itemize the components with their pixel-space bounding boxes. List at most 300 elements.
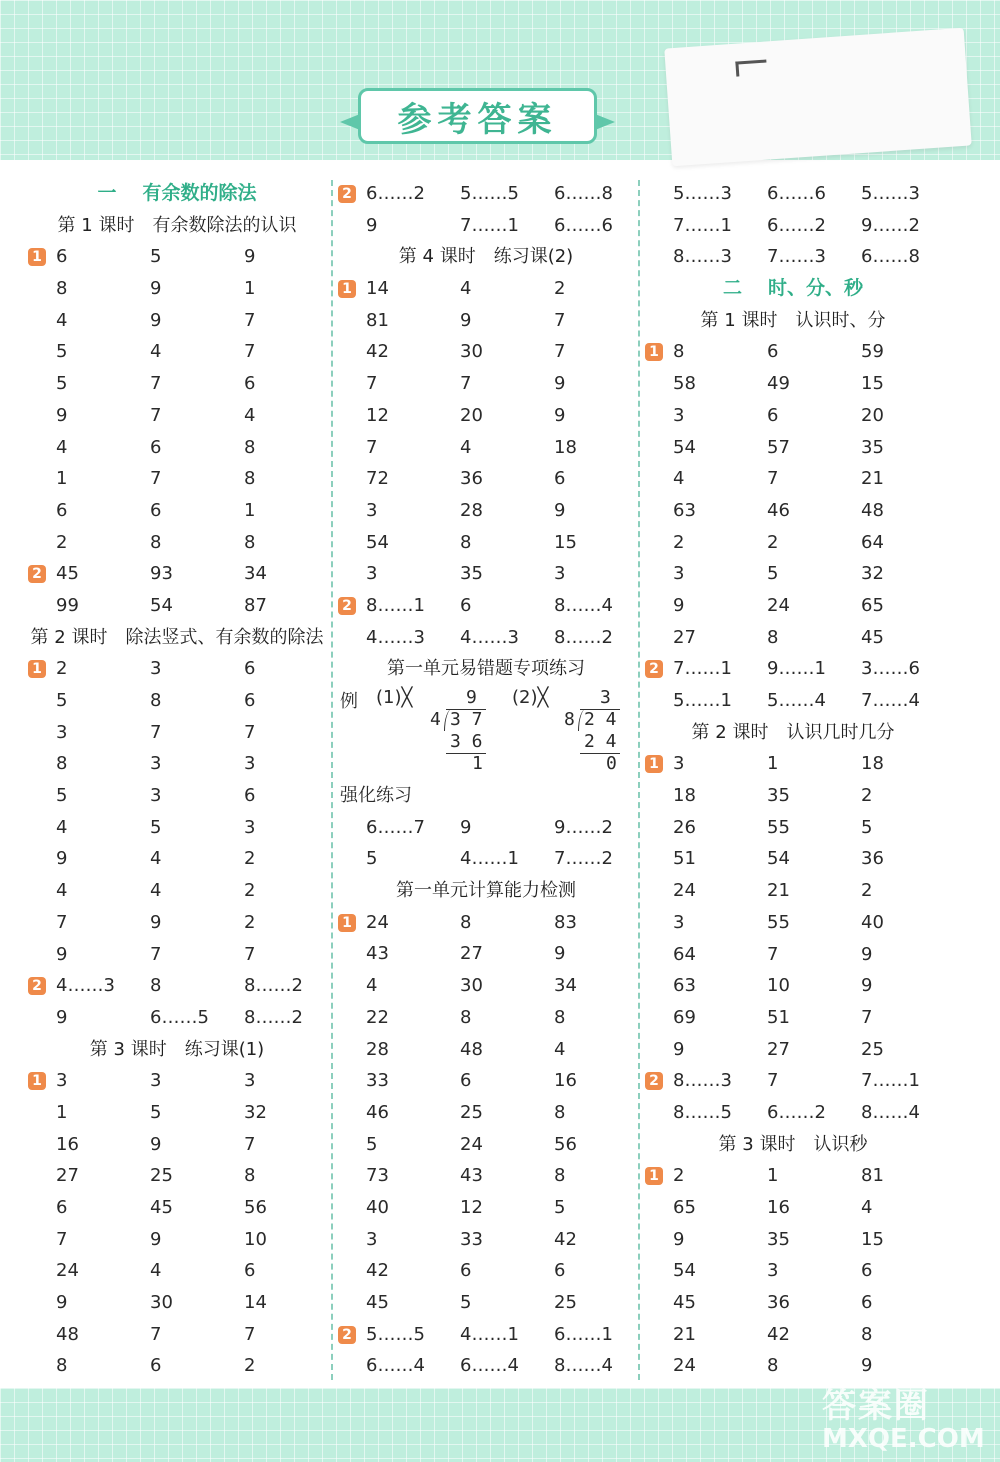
answer-row <box>26 1350 328 1382</box>
answer-row <box>643 1192 943 1224</box>
question-number-badge: 1 <box>28 660 46 678</box>
answer-column-2 <box>336 178 636 1382</box>
answer-value: 7 <box>244 721 256 743</box>
answer-value: 8 <box>56 278 68 300</box>
example-question-1: (1)╳ <box>376 687 413 708</box>
answer-row <box>643 368 943 400</box>
answer-row <box>643 527 943 559</box>
answer-value: 83 <box>554 911 577 933</box>
answer-row <box>26 495 328 527</box>
answer-value: 24 <box>767 594 790 616</box>
answer-value: 9……1 <box>767 658 826 680</box>
question-number-badge: 1 <box>28 1072 46 1090</box>
answer-value: 9 <box>861 975 873 997</box>
answer-value: 16 <box>56 1133 79 1155</box>
remainder: 0 <box>606 753 617 774</box>
answer-value: 7……1 <box>861 1070 920 1092</box>
answer-value: 8……4 <box>554 1355 613 1377</box>
answer-row <box>643 178 943 210</box>
answer-value: 64 <box>861 531 884 553</box>
answer-value: 9 <box>150 309 162 331</box>
answer-value: 9 <box>244 246 256 268</box>
answer-row <box>643 748 943 780</box>
answer-value: 8 <box>244 436 256 458</box>
answer-row <box>26 527 328 559</box>
answer-value: 6 <box>460 1070 472 1092</box>
answer-value: 7 <box>460 373 472 395</box>
answer-row <box>26 1097 328 1129</box>
answer-value: 2 <box>244 1355 256 1377</box>
question-number-badge: 2 <box>28 977 46 995</box>
question-number-badge: 2 <box>645 1072 663 1090</box>
answer-value: 28 <box>366 1038 389 1060</box>
answer-value: 25 <box>554 1292 577 1313</box>
answer-value: 9 <box>56 848 68 870</box>
answer-value: 64 <box>673 943 696 965</box>
answer-row <box>336 622 636 654</box>
answer-value: 2 <box>673 531 685 553</box>
answer-value: 3 <box>554 563 566 585</box>
answer-value: 3 <box>150 753 162 775</box>
answer-row <box>26 843 328 875</box>
answer-value: 45 <box>861 626 884 648</box>
answer-value: 7 <box>150 721 162 743</box>
answer-value: 3 <box>366 563 378 585</box>
answer-value: 58 <box>673 373 696 395</box>
answer-row <box>26 717 328 749</box>
answer-row <box>643 812 943 844</box>
answer-value: 6 <box>244 785 256 807</box>
answer-value: 42 <box>767 1323 790 1345</box>
answer-value: 9……2 <box>554 816 613 838</box>
answer-row <box>336 938 636 970</box>
answer-row <box>643 622 943 654</box>
answer-value: 6 <box>861 1260 873 1282</box>
answer-row <box>643 336 943 368</box>
answer-value: 65 <box>861 594 884 616</box>
answer-row <box>336 368 636 400</box>
taped-note <box>664 28 972 167</box>
answer-value: 40 <box>366 1196 389 1218</box>
answer-value: 54 <box>767 848 790 870</box>
answer-value: 6 <box>150 436 162 458</box>
answer-value: 6……6 <box>767 183 826 204</box>
answer-row <box>336 432 636 464</box>
answer-value: 4……1 <box>460 1323 519 1345</box>
answer-row <box>26 907 328 939</box>
column-divider <box>331 180 333 1380</box>
answer-value: 5 <box>460 1292 472 1313</box>
answer-value: 7……1 <box>673 658 732 680</box>
answer-row <box>643 1097 943 1129</box>
answer-row <box>336 1002 636 1034</box>
answer-value: 36 <box>460 468 483 490</box>
answer-value: 3 <box>244 753 256 775</box>
lesson-heading: 第一单元计算能力检测 <box>396 880 576 902</box>
answer-value: 34 <box>244 563 267 585</box>
answer-row <box>26 812 328 844</box>
answer-row <box>26 653 328 685</box>
answer-row <box>26 305 328 337</box>
answer-value: 7 <box>767 943 779 965</box>
answer-value: 2 <box>861 785 873 807</box>
answer-value: 49 <box>767 373 790 395</box>
answer-value: 9 <box>56 1292 68 1314</box>
answer-value: 5 <box>554 1196 566 1218</box>
answer-value: 9 <box>861 1355 873 1377</box>
answer-row <box>26 400 328 432</box>
answer-row <box>643 432 943 464</box>
answer-value: 3 <box>150 785 162 807</box>
question-number-badge: 1 <box>338 914 356 932</box>
answer-value: 9 <box>150 278 162 300</box>
answer-value: 9 <box>673 594 685 616</box>
answer-value: 7 <box>56 1228 68 1250</box>
answer-value: 10 <box>767 975 790 997</box>
practice-label: 强化练习 <box>340 785 412 806</box>
answer-row <box>643 1287 943 1319</box>
question-number-badge: 2 <box>338 597 356 615</box>
answer-value: 15 <box>861 373 884 395</box>
quotient: 3 <box>600 687 611 708</box>
answer-value: 3 <box>366 499 378 521</box>
answer-value: 4 <box>56 816 68 838</box>
answer-value: 8 <box>244 468 256 490</box>
answer-value: 4 <box>673 468 685 490</box>
answer-value: 73 <box>366 1165 389 1187</box>
answer-value: 1 <box>56 468 68 490</box>
answer-value: 32 <box>244 1101 267 1123</box>
answer-value: 48 <box>861 499 884 521</box>
answer-value: 7 <box>366 436 378 458</box>
answer-value: 2 <box>767 531 779 553</box>
answer-value: 7 <box>150 943 162 965</box>
answer-value: 7 <box>767 468 779 490</box>
answer-value: 5……5 <box>460 183 519 204</box>
answer-value: 45 <box>56 563 79 585</box>
answer-row <box>643 939 943 971</box>
answer-value: 8 <box>244 1165 256 1187</box>
answer-value: 3 <box>56 1070 68 1092</box>
answer-value: 5 <box>150 1101 162 1123</box>
answer-value: 5 <box>56 373 68 395</box>
answer-value: 35 <box>767 785 790 807</box>
unit-title <box>643 273 943 305</box>
answer-row <box>643 558 943 590</box>
answer-value: 3 <box>366 1228 378 1250</box>
answer-value: 48 <box>460 1038 483 1060</box>
answer-value: 46 <box>366 1101 389 1123</box>
title-ribbon <box>340 88 615 144</box>
answer-value: 9……2 <box>861 214 920 236</box>
column-divider <box>638 180 640 1380</box>
answer-value: 24 <box>673 1355 696 1377</box>
answer-value: 8 <box>150 975 162 997</box>
lesson-heading: 第 4 课时 练习课(2) <box>398 246 574 268</box>
product: 2 4 <box>584 731 617 752</box>
answer-value: 7……1 <box>673 214 732 236</box>
dividend: 2 4 <box>584 709 617 730</box>
answer-value: 6……2 <box>767 1101 826 1123</box>
answer-value: 42 <box>554 1228 577 1250</box>
answer-value: 9 <box>150 911 162 933</box>
answer-value: 27 <box>673 626 696 648</box>
answer-value: 2 <box>56 658 68 680</box>
answer-value: 54 <box>673 436 696 458</box>
answer-value: 4 <box>460 436 472 458</box>
answer-value: 2 <box>554 278 566 300</box>
answer-value: 8 <box>150 690 162 711</box>
answer-value: 8……2 <box>244 1006 303 1028</box>
answer-value: 2 <box>56 531 68 553</box>
answer-value: 8 <box>460 911 472 933</box>
answer-value: 3 <box>673 753 685 775</box>
answer-value: 8……2 <box>244 975 303 997</box>
answer-value: 1 <box>767 1165 779 1187</box>
answer-value: 33 <box>460 1228 483 1250</box>
answer-value: 6 <box>554 468 566 490</box>
answer-value: 8 <box>460 1006 472 1028</box>
answer-value: 6……4 <box>366 1355 425 1377</box>
answer-value: 8 <box>150 531 162 553</box>
answer-value: 9 <box>554 404 566 426</box>
question-number-badge: 2 <box>645 660 663 678</box>
answer-row <box>643 843 943 875</box>
answer-value: 24 <box>673 880 696 902</box>
answer-value: 6……1 <box>554 1323 613 1345</box>
answer-value: 5 <box>56 341 68 363</box>
answer-value: 24 <box>366 911 389 933</box>
answer-value: 6 <box>244 690 256 711</box>
answer-row <box>26 273 328 305</box>
answer-value: 24 <box>460 1133 483 1155</box>
answer-value: 1 <box>56 1101 68 1123</box>
answer-value: 1 <box>767 753 779 775</box>
answer-row <box>643 875 943 907</box>
answer-value: 42 <box>366 1260 389 1282</box>
answer-value: 45 <box>150 1197 173 1218</box>
unit-name: 时、分、秒 <box>768 277 864 300</box>
answer-row <box>336 1319 636 1351</box>
answer-row <box>26 970 328 1002</box>
answer-value: 87 <box>244 594 267 616</box>
answer-row <box>26 463 328 495</box>
answer-value: 7……1 <box>460 214 519 236</box>
page-title: 参考答案 <box>358 88 597 144</box>
answer-value: 12 <box>460 1196 483 1218</box>
unit-number: 一 <box>97 182 117 204</box>
answer-value: 4 <box>861 1197 873 1218</box>
answer-row <box>336 527 636 559</box>
answer-value: 6 <box>460 1260 472 1282</box>
answer-value: 25 <box>460 1101 483 1123</box>
answer-value: 8 <box>767 626 779 648</box>
answer-value: 4……3 <box>366 626 425 648</box>
answer-value: 21 <box>861 468 884 490</box>
question-number-badge: 2 <box>338 185 356 203</box>
divisor: 8 <box>564 709 575 730</box>
answer-value: 51 <box>673 848 696 870</box>
answer-value: 8……1 <box>366 594 425 616</box>
answer-value: 6 <box>767 404 779 426</box>
answer-value: 3 <box>56 721 68 743</box>
answer-value: 4 <box>460 278 472 300</box>
answer-value: 5……5 <box>366 1323 425 1345</box>
watermark-url: MXQE.COM <box>822 1424 985 1454</box>
answer-value: 7 <box>244 341 256 363</box>
answer-row <box>643 1065 943 1097</box>
answer-value: 5 <box>366 848 378 870</box>
answer-value: 6 <box>150 1355 162 1377</box>
answer-value: 18 <box>861 753 884 775</box>
answer-row <box>26 875 328 907</box>
answer-value: 9 <box>460 309 472 331</box>
answer-value: 6 <box>861 1292 873 1314</box>
lesson-heading: 第 2 课时 认识几时几分 <box>691 721 895 743</box>
watermark-logo: 答案圈 <box>822 1386 930 1426</box>
answer-row <box>643 1002 943 1034</box>
answer-value: 54 <box>366 531 389 553</box>
answer-value: 5 <box>150 816 162 838</box>
answer-row <box>26 1192 328 1224</box>
answer-row <box>26 780 328 812</box>
answer-row <box>336 970 636 1002</box>
answer-row <box>26 558 328 590</box>
answer-value: 5……3 <box>861 183 920 204</box>
answer-row <box>26 1129 328 1161</box>
answer-value: 5 <box>861 816 873 838</box>
unit-name: 有余数的除法 <box>142 182 257 204</box>
answer-row <box>643 685 943 717</box>
answer-value: 34 <box>554 975 577 997</box>
answer-value: 9 <box>554 373 566 395</box>
question-number-badge: 1 <box>645 1167 663 1185</box>
answer-value: 56 <box>554 1133 577 1155</box>
answer-value: 6 <box>554 1260 566 1282</box>
answer-row <box>643 1160 943 1192</box>
answer-value: 7 <box>366 373 378 395</box>
answer-value: 3 <box>673 563 685 585</box>
answer-value: 8 <box>673 341 685 363</box>
answer-value: 99 <box>56 594 79 616</box>
example-label: 例 <box>340 691 358 712</box>
answer-value: 9 <box>673 1038 685 1060</box>
answer-value: 30 <box>150 1292 173 1314</box>
answer-row <box>26 590 328 622</box>
unit-number: 二 <box>722 277 742 300</box>
long-division <box>562 685 622 775</box>
answer-row <box>26 241 328 273</box>
answer-row <box>26 1002 328 1034</box>
answer-row <box>26 1255 328 1287</box>
answer-value: 6 <box>56 1197 68 1218</box>
answer-value: 42 <box>366 341 389 363</box>
answer-value: 25 <box>861 1038 884 1060</box>
answer-row <box>336 336 636 368</box>
answer-row <box>336 495 636 527</box>
answer-value: 8 <box>460 531 472 553</box>
lesson-heading: 第 3 课时 认识秒 <box>718 1133 868 1155</box>
answer-value: 8 <box>861 1323 873 1345</box>
answer-value: 6……4 <box>460 1355 519 1377</box>
answer-value: 8……2 <box>554 626 613 648</box>
answer-value: 2 <box>244 911 256 933</box>
answer-row <box>336 843 636 875</box>
answer-value: 5 <box>56 785 68 807</box>
answer-value: 3 <box>244 1070 256 1092</box>
answer-row <box>336 590 636 622</box>
answer-row <box>643 1255 943 1287</box>
answer-row <box>643 1034 943 1066</box>
answer-value: 3 <box>244 816 256 838</box>
answer-value: 7 <box>56 911 68 933</box>
answer-value: 5……1 <box>673 690 732 711</box>
answer-value: 81 <box>861 1165 884 1187</box>
answer-value: 9 <box>56 404 68 426</box>
answer-value: 5……3 <box>673 183 732 204</box>
answer-row <box>336 1287 636 1319</box>
answer-value: 2 <box>673 1165 685 1187</box>
answer-value: 55 <box>767 816 790 838</box>
answer-row <box>26 1065 328 1097</box>
answer-value: 45 <box>673 1292 696 1314</box>
unit-title <box>26 178 328 210</box>
answer-value: 59 <box>861 341 884 363</box>
divisor: 4 <box>430 709 441 730</box>
answer-row <box>643 653 943 685</box>
answer-value: 30 <box>460 975 483 997</box>
answer-value: 6 <box>56 499 68 521</box>
answer-value: 7……3 <box>767 246 826 268</box>
answer-value: 7 <box>150 468 162 490</box>
answer-value: 35 <box>460 563 483 585</box>
answer-value: 93 <box>150 563 173 585</box>
answer-value: 6……7 <box>366 816 425 838</box>
answer-row <box>26 939 328 971</box>
answer-value: 6 <box>56 246 68 268</box>
answer-value: 4 <box>554 1038 566 1060</box>
answer-value: 7 <box>244 309 256 331</box>
answer-value: 5……4 <box>767 690 826 711</box>
answer-value: 8……3 <box>673 1070 732 1092</box>
lesson-heading: 第一单元易错题专项练习 <box>387 658 585 680</box>
answer-value: 8 <box>56 1355 68 1377</box>
answer-row <box>336 907 636 939</box>
answer-row <box>336 1097 636 1129</box>
answer-value: 4……1 <box>460 848 519 870</box>
answer-value: 6 <box>767 341 779 363</box>
answer-value: 1 <box>244 499 256 521</box>
answer-row <box>643 210 943 242</box>
answer-value: 7 <box>554 341 566 363</box>
answer-value: 6……5 <box>150 1006 209 1028</box>
quotient: 9 <box>466 687 477 708</box>
answer-value: 7 <box>767 1070 779 1092</box>
answer-row <box>336 210 636 242</box>
answer-value: 8……4 <box>861 1101 920 1123</box>
note-mark <box>735 60 767 77</box>
answer-value: 7……4 <box>861 690 920 711</box>
answer-value: 6……8 <box>861 246 920 268</box>
answer-value: 9 <box>861 943 873 965</box>
answer-value: 54 <box>150 594 173 616</box>
answer-value: 6 <box>244 1260 256 1282</box>
answer-value: 4……3 <box>56 975 115 997</box>
question-number-badge: 1 <box>645 755 663 773</box>
answer-row <box>643 780 943 812</box>
answer-value: 40 <box>861 911 884 933</box>
answer-row <box>336 1255 636 1287</box>
